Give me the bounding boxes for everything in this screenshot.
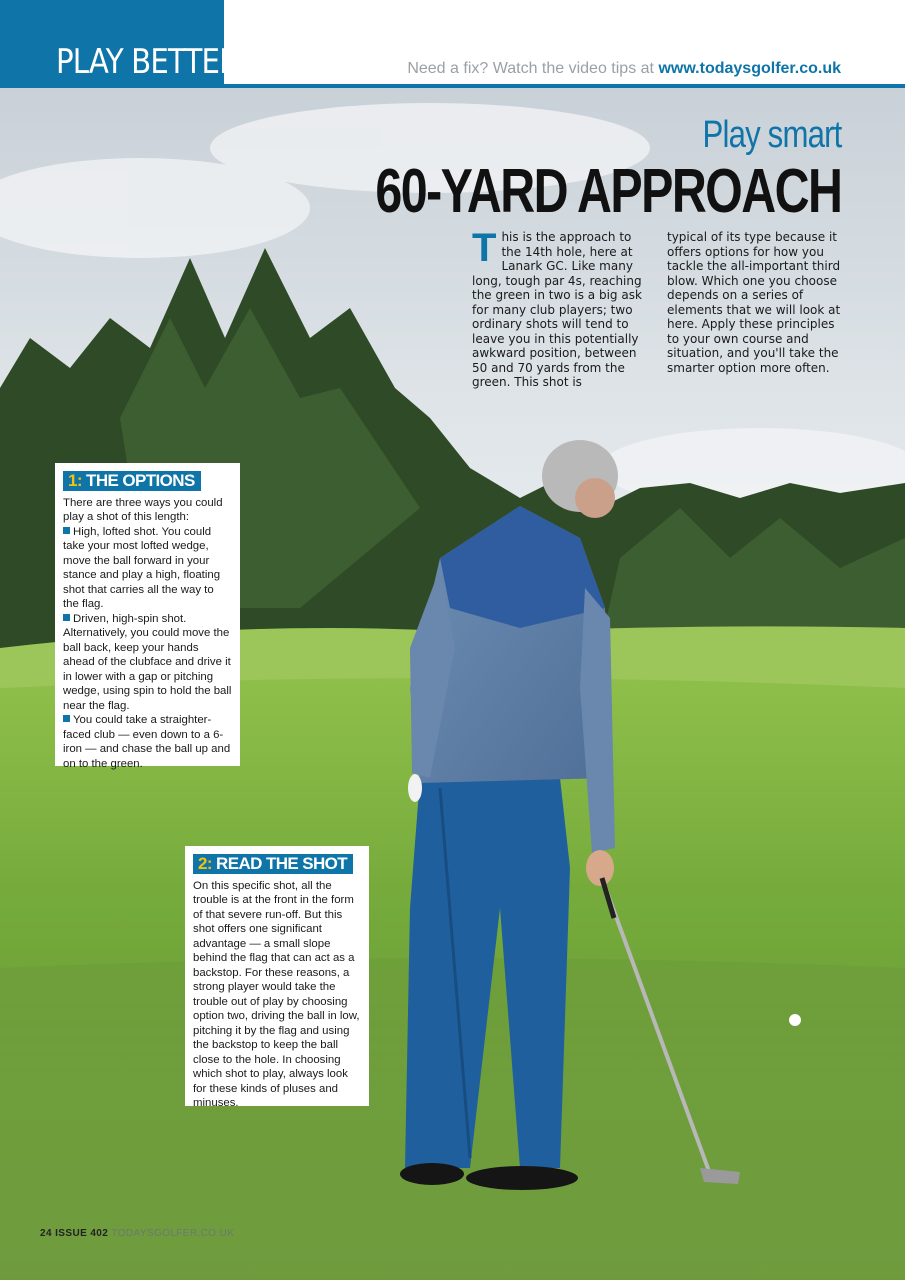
read-shot-title	[193, 854, 353, 874]
page-number: 24	[40, 1228, 52, 1239]
article-kicker: Play smart	[702, 114, 841, 156]
options-title	[63, 471, 201, 491]
intro-column-2: typical of its type because it offers options for how you tackle the all-important third blow. Which one you choose depends on a series of elements that we will look at here. Apply these principles to your own course and situation, and you'll take the smarter option more often.	[667, 230, 841, 375]
section-title: PLAY BETTER	[56, 42, 239, 82]
read-shot-heading: READ THE SHOT	[216, 854, 348, 873]
golf-ball	[789, 1014, 801, 1026]
promo-link[interactable]: www.todaysgolfer.co.uk	[658, 60, 841, 77]
option-bullet-2: Driven, high-spin shot. Alternatively, you could move the ball back, keep your hands ahead of the clubface and drive it in lower with a gap or pitching wedge, using spin to hold the ball near the flag.	[63, 612, 232, 712]
option-bullet-3: You could take a straighter-faced club — even down to a 6-iron — and chase the ball up and on to the green.	[63, 714, 231, 770]
intro-text-1: his is the approach to the 14th hole, here at Lanark GC. Like many long, tough par 4s, reaching the green in two is a big ask for many club players; two ordinary shots will tend to leave you in this potentially awkward position, between 50 and 70 yards from the green. This shot is	[472, 230, 642, 389]
issue-number: ISSUE 402	[55, 1228, 109, 1239]
video-promo	[407, 60, 841, 78]
options-intro: There are three ways you could play a shot of this length:	[63, 496, 223, 523]
page-folio	[40, 1228, 234, 1239]
options-number: 1:	[68, 471, 82, 490]
page-header	[0, 0, 905, 90]
options-box	[55, 463, 240, 770]
read-shot-box	[185, 846, 369, 1109]
bullet-square-icon	[63, 614, 70, 621]
options-heading: THE OPTIONS	[86, 471, 195, 490]
bullet-square-icon	[63, 527, 70, 534]
intro-column-1	[472, 226, 647, 390]
read-shot-body: On this specific shot, all the trouble is at the front in the form of that severe run-off. But this shot offers one significant advantage — a small slope behind the flag that can act as a backstop. For these reasons, a strong player would take the trouble out of play by choosing option two, driving the ball in low, pitching it by the flag and using the backstop to keep the ball close to the hole. In choosing which shot to play, always look for these kinds of pluses and minuses.	[193, 879, 360, 1109]
dropcap: T	[472, 226, 497, 270]
promo-text: Need a fix? Watch the video tips at	[407, 60, 654, 77]
article-headline: 60-YARD APPROACH	[375, 157, 841, 226]
footer-site: TODAYSGOLFER.CO.UK	[111, 1228, 235, 1239]
read-shot-number: 2:	[198, 854, 212, 873]
bullet-square-icon	[63, 715, 70, 722]
section-tab	[0, 0, 239, 86]
option-bullet-1: High, lofted shot. You could take your most lofted wedge, move the ball forward in your stance and play a high, floating shot that carries all the way to the flag.	[63, 525, 221, 610]
